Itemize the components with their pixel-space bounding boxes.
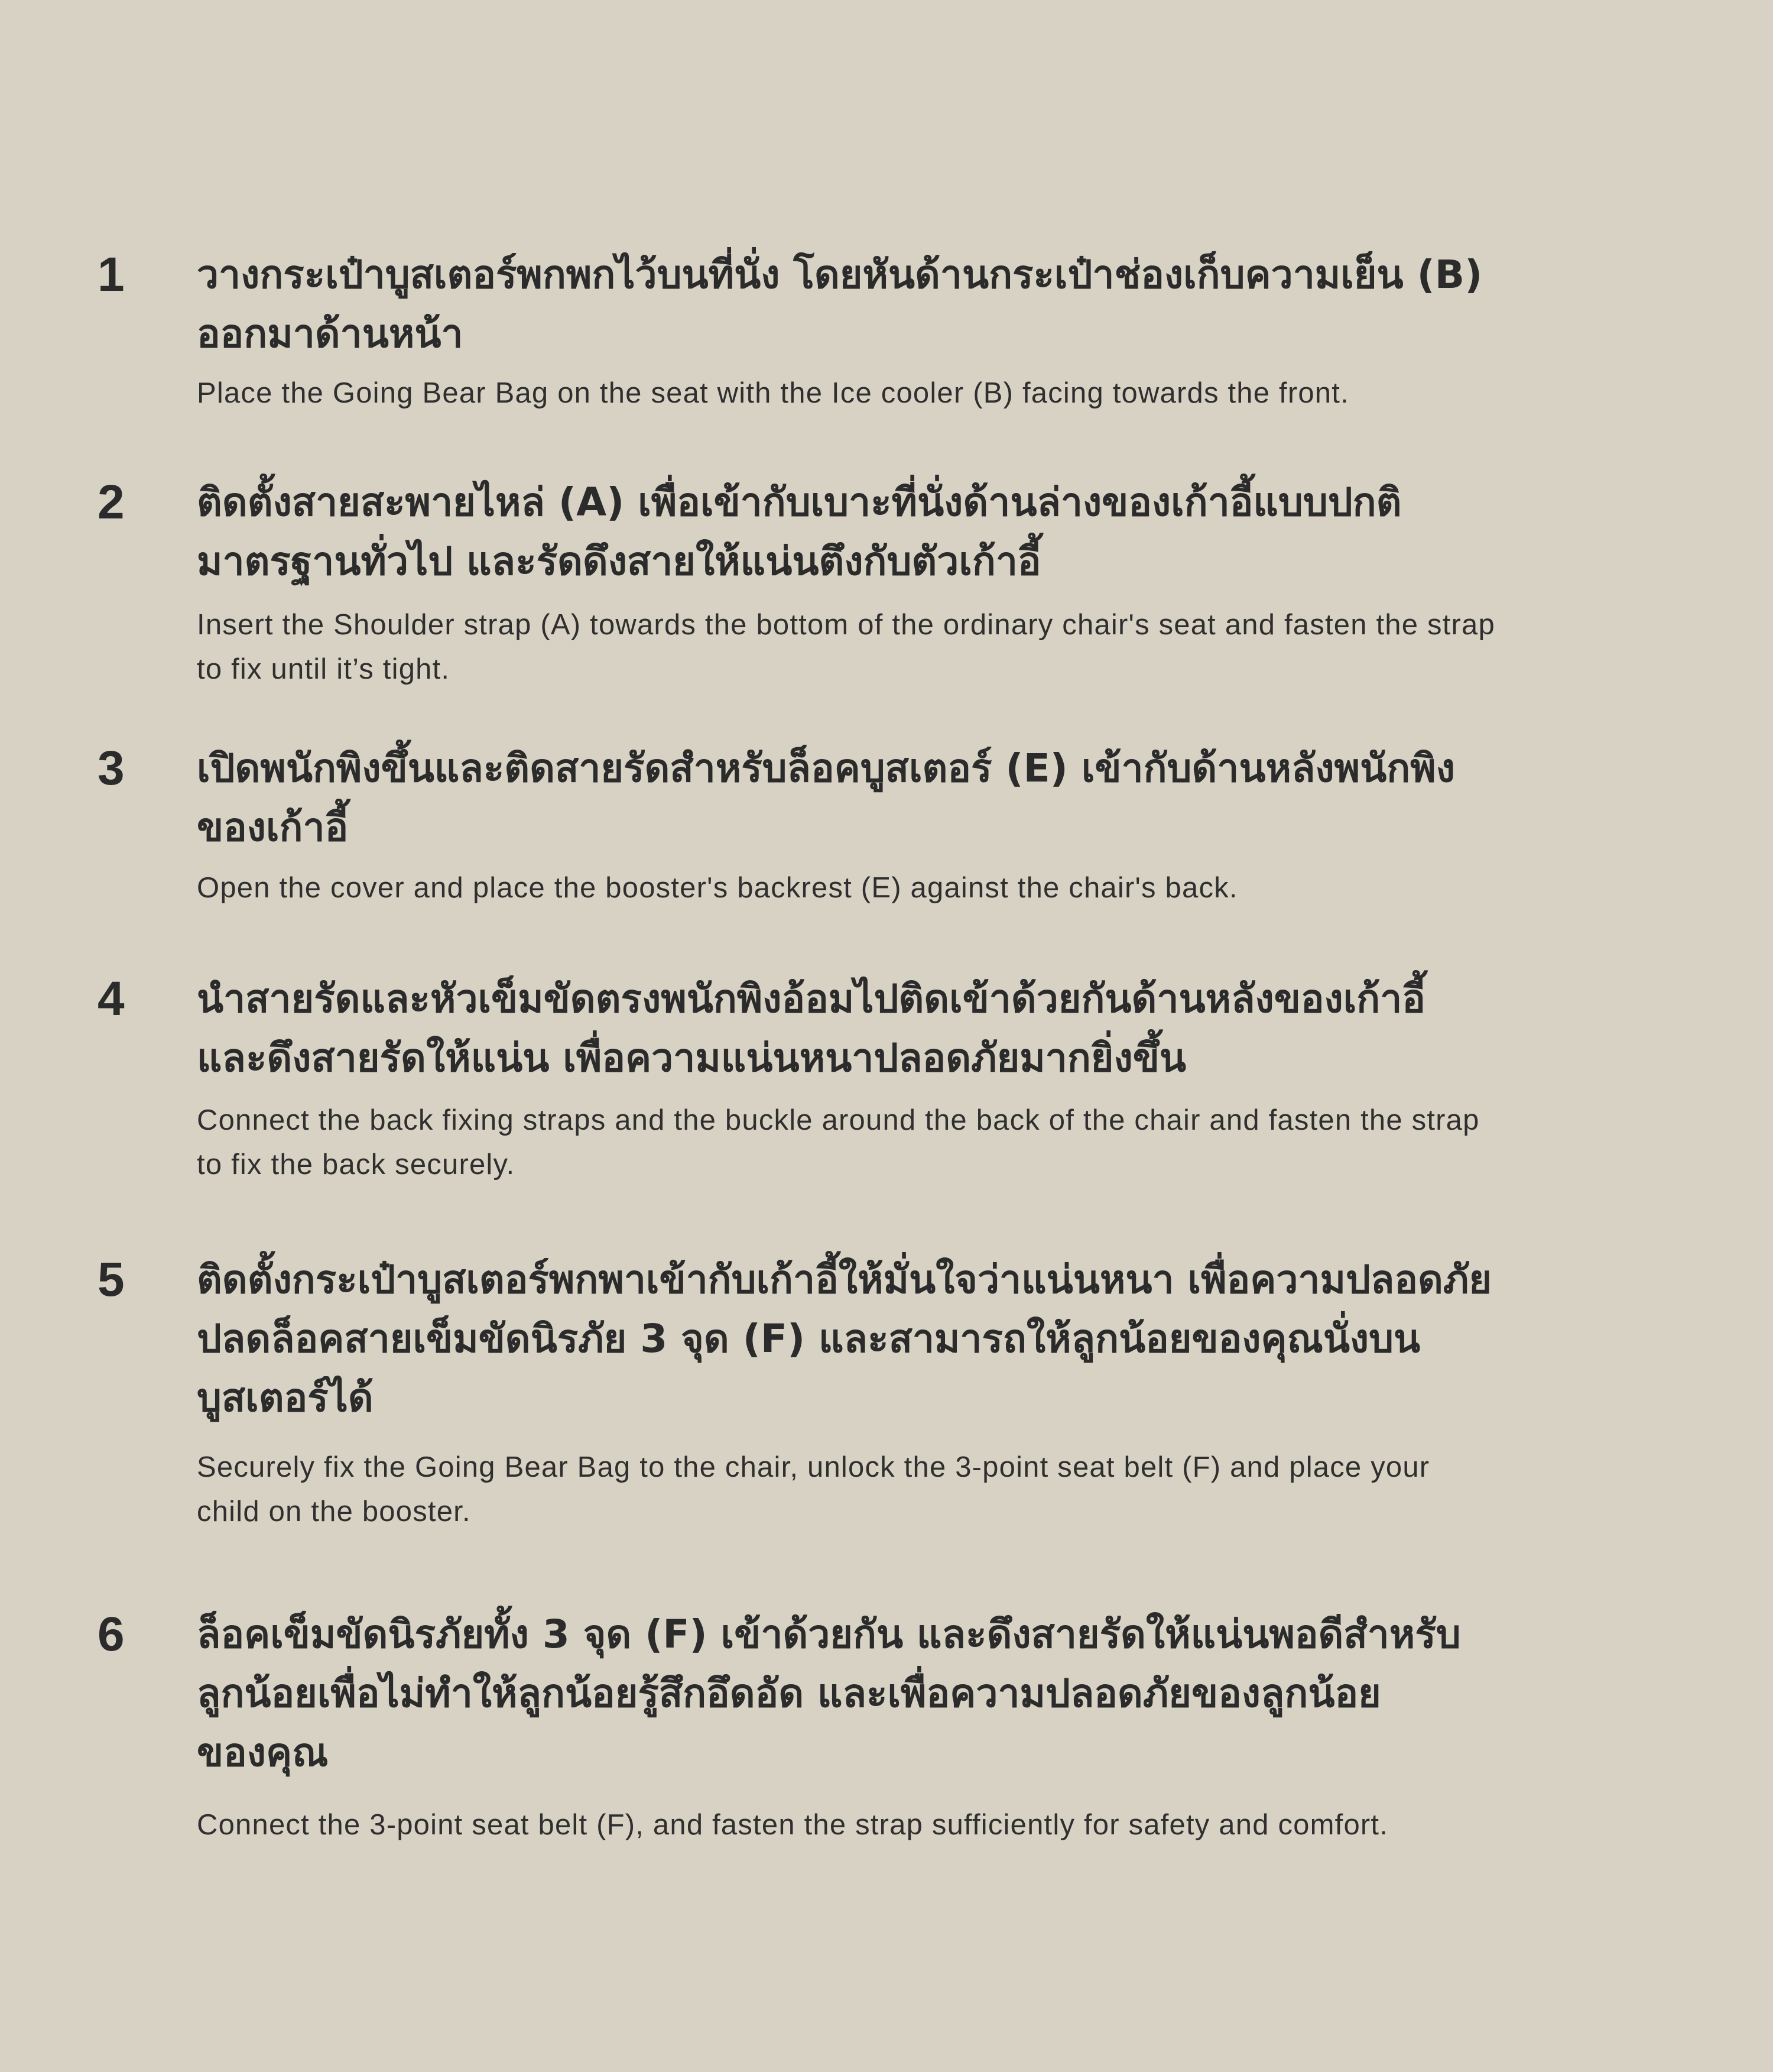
step-english-text: Connect the 3-point seat belt (F), and fasten the strap sufficiently for safety and comfort.	[197, 1809, 1389, 1841]
step-number: 5	[98, 1253, 125, 1306]
step-number: 6	[98, 1607, 125, 1661]
step-thai-text: ติดตั้งกระเป๋าบูสเตอร์พกพาเข้ากับเก้าอี้ให้มั่นใจว่าแน่นหนา เพื่อความปลอดภัย ปลดล็อคสายเข็มขัดนิรภัย 3 จุด (F) และสามารถให้ลูกน้อยของคุณนั่งบน บูสเตอร์ได้	[197, 1257, 1492, 1421]
step-number: 2	[98, 475, 125, 529]
step-thai-text: เปิดพนักพิงขึ้นและติดสายรัดสำหรับล็อคบูสเตอร์ (E) เข้ากับด้านหลังพนักพิง ของเก้าอี้	[197, 745, 1455, 850]
step-number: 1	[98, 248, 125, 301]
step-english-text: Insert the Shoulder strap (A) towards the bottom of the ordinary chair's seat and fasten the strap to fix until it’s tight.	[197, 609, 1495, 685]
step-thai-text: ติดตั้งสายสะพายไหล่ (A) เพื่อเข้ากับเบาะที่นั่งด้านล่างของเก้าอี้แบบปกติ มาตรฐานทั่วไป และรัดดึงสายให้แน่นตึงกับตัวเก้าอี้	[197, 479, 1402, 584]
step-thai-text: ล็อคเข็มขัดนิรภัยทั้ง 3 จุด (F) เข้าด้วยกัน และดึงสายรัดให้แน่นพอดีสำหรับ ลูกน้อยเพื่อไม่ทำให้ลูกน้อยรู้สึกอึดอัด และเพื่อความปลอดภัยของลูกน้อย ของคุณ	[197, 1611, 1461, 1775]
step-thai-text: วางกระเป๋าบูสเตอร์พกพกไว้บนที่นั่ง โดยหันด้านกระเป๋าช่องเก็บความเย็น (B) ออกมาด้านหน้า	[197, 252, 1483, 356]
step-thai-text: นำสายรัดและหัวเข็มขัดตรงพนักพิงอ้อมไปติดเข้าด้วยกันด้านหลังของเก้าอี้ และดึงสายรัดให้แน่น เพื่อความแน่นหนาปลอดภัยมากยิ่งขึ้น	[197, 976, 1425, 1081]
step-english-text: Securely fix the Going Bear Bag to the chair, unlock the 3-point seat belt (F) and place your child on the booster.	[197, 1451, 1430, 1528]
step-english-text: Connect the back fixing straps and the buckle around the back of the chair and fasten the strap to fix the back securely.	[197, 1104, 1480, 1181]
step-english-text: Place the Going Bear Bag on the seat with the Ice cooler (B) facing towards the front.	[197, 377, 1349, 409]
step-number: 3	[98, 741, 125, 795]
step-number: 4	[98, 972, 125, 1026]
step-english-text: Open the cover and place the booster's backrest (E) against the chair's back.	[197, 872, 1238, 904]
